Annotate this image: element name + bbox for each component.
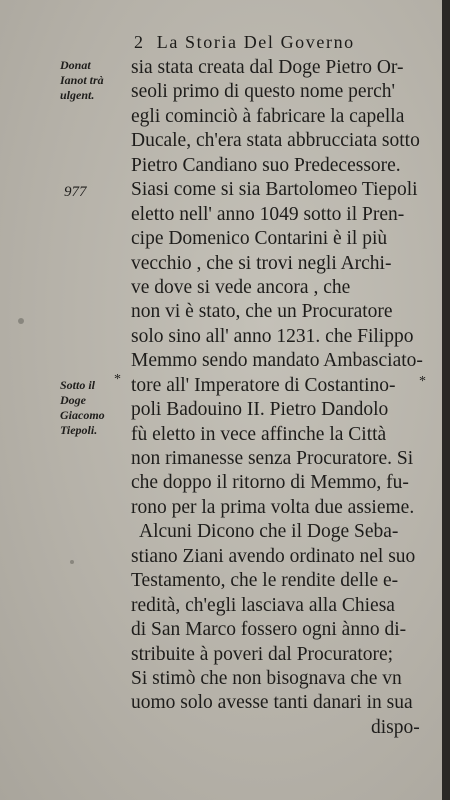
page-number: 2 [134,32,145,52]
body-line: cipe Domenico Contarini è il più [131,228,388,250]
margin-note-donat [60,58,104,103]
body-line: rono per la prima volta due assieme. [131,496,415,518]
body-line: non vi è stato, che un Procuratore [131,301,393,323]
body-line: uomo solo avesse tanti danari in sua [131,692,413,714]
body-line: Alcuni Dicono che il Doge Seba- [139,521,399,543]
body-text [131,56,431,740]
body-line: poli Badouino II. Pietro Dandolo [131,399,389,421]
body-line: eletto nell' anno 1049 sotto il Pren- [131,203,405,225]
body-line: solo sino all' anno 1231. che Filippo [131,325,414,347]
page-edge [442,0,450,800]
footnote-star-right: * [419,374,426,389]
body-line: dispo- [371,716,420,738]
body-line: Memmo sendo mandato Ambasciato- [131,350,423,372]
body-line: che doppo il ritorno di Memmo, fu- [131,472,409,494]
margin-note-line: Donat [60,58,91,72]
paper-speck [18,318,24,324]
margin-note-sotto [60,378,105,438]
paper-speck [70,560,74,564]
margin-note-line: Ianot trà [60,73,104,87]
running-title: La Storia Del Governo [156,32,355,52]
body-line: Pietro Candiano suo Predecessore. [131,154,401,176]
margin-note-line: ulgent. [60,88,95,102]
body-line: egli cominciò à fabricare la capella [131,105,405,127]
body-line: fù eletto in vece affinche la Città [131,423,387,445]
body-line: ve dove si vede ancora , che [131,276,351,298]
footnote-star-left: * [114,372,121,387]
body-line: sia stata creata dal Doge Pietro Or- [131,57,404,78]
body-line: non rimanesse senza Procuratore. Si [131,448,414,469]
margin-year-note: 977 [64,184,87,200]
margin-note-line: Doge [60,393,86,407]
margin-note-line: Tiepoli. [60,423,98,437]
body-line: seoli primo di questo nome perch' [131,81,396,103]
margin-note-line: Giacomo [60,408,105,422]
running-header [134,32,355,53]
body-line: stiano Ziani avendo ordinato nel suo [131,545,416,567]
body-line: Si stimò che non bisognava che vn [131,667,402,689]
body-line: di San Marco fossero ogni ànno di- [131,619,407,641]
body-line: tore all' Imperatore di Costantino- [131,374,396,396]
body-line: vecchio , che si trovi negli Archi- [131,252,392,274]
margin-note-line: Sotto il [60,378,96,392]
body-line: redità, ch'egli lasciava alla Chiesa [131,594,395,616]
body-line: Testamento, che le rendite delle e- [131,570,399,592]
body-line: Ducale, ch'era stata abbrucciata sotto [131,130,420,152]
body-line: stribuite à poveri dal Procuratore; [131,643,394,665]
body-line: Siasi come si sia Bartolomeo Tiepoli [131,179,418,201]
